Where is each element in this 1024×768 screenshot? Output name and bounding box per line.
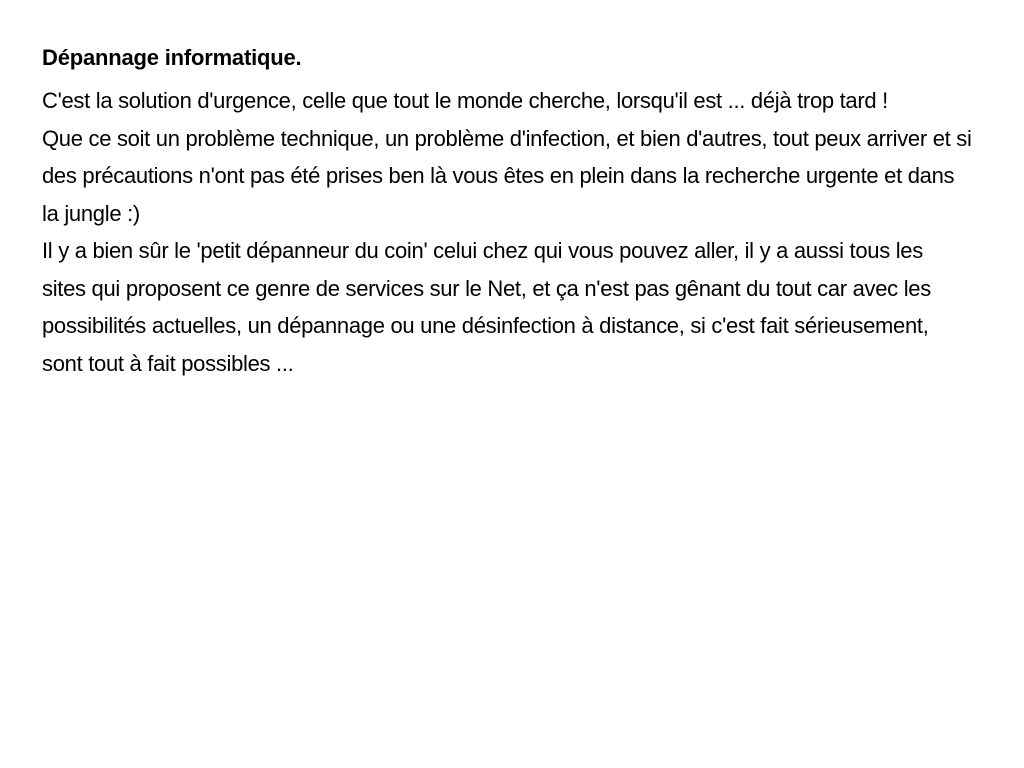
slide-content (42, 40, 972, 382)
slide-heading: Dépannage informatique. (42, 45, 302, 70)
paragraph-problemes: Que ce soit un problème technique, un problème d'infection, et bien d'autres, tout peux arriver et si des précautions n'ont pas été prises ben là vous êtes en plein dans la recherche urgente et dans la jungle :) (42, 125, 972, 226)
paragraph-urgence: C'est la solution d'urgence, celle que tout le monde cherche, lorsqu'il est ... déjà trop tard ! (42, 88, 888, 113)
paragraph-depanneurs: Il y a bien sûr le 'petit dépanneur du coin' celui chez qui vous pouvez aller, il y a aussi tous les sites qui proposent ce genre de services sur le Net, et ça n'est pas gênant du tout car avec les possibilités actuelles, un dépannage ou une désinfection à distance, si c'est fait sérieusement, sont tout à fait possibles ... (42, 238, 931, 376)
